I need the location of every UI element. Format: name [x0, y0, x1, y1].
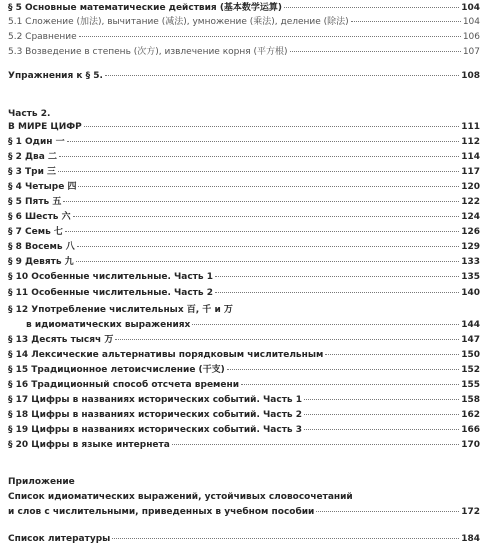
toc-entry: § 8 Восемь 八 129: [8, 242, 480, 252]
page-number: 166: [461, 425, 480, 435]
page-number: 144: [461, 320, 480, 330]
toc-entry: 5.1 Сложение (加法), вычитание (减法), умножение (乘法), деление (除法) 104: [8, 17, 480, 27]
toc-entry: § 10 Особенные числительные. Часть 1 135: [8, 272, 480, 282]
page-number: 117: [461, 167, 480, 177]
toc-entry: § 19 Цифры в названиях исторических событий. Часть 3 166: [8, 425, 480, 435]
page-number: 147: [461, 335, 480, 345]
toc-entry: в идиоматических выражениях 144: [26, 320, 480, 330]
page-number: 126: [461, 227, 480, 237]
page-number: 108: [461, 71, 480, 81]
toc-entry: § 16 Традиционный способ отсчета времени 155: [8, 380, 480, 390]
page-number: 172: [461, 507, 480, 517]
page-number: 162: [461, 410, 480, 420]
toc-entry: § 13 Десять тысяч 万 147: [8, 335, 480, 345]
page-number: 112: [461, 137, 480, 147]
page-number: 104: [462, 17, 480, 27]
toc-entry: § 15 Традиционное летоисчисление (干支) 152: [8, 365, 480, 375]
toc-entry: § 5 Основные математические действия (基本数学运算) 104: [8, 3, 480, 13]
page-number: 152: [461, 365, 480, 375]
page-number: 155: [461, 380, 480, 390]
toc-entry: § 1 Один 一 112: [8, 137, 480, 147]
page-number: 122: [461, 197, 480, 207]
page-number: 106: [462, 32, 480, 42]
page-number: 170: [461, 440, 480, 450]
page-number: 133: [461, 257, 480, 267]
toc-entry: 5.2 Сравнение 106: [8, 32, 480, 42]
page-number: 104: [461, 3, 480, 13]
toc-exercises: Упражнения к § 5. 108: [8, 71, 480, 81]
page-number: 120: [461, 182, 480, 192]
page-number: 111: [461, 122, 480, 132]
toc-entry: В МИРЕ ЦИФР 111: [8, 122, 480, 132]
page-number: 124: [461, 212, 480, 222]
part-label: Часть 2.: [8, 109, 51, 119]
toc-entry: § 17 Цифры в названиях исторических событий. Часть 1 158: [8, 395, 480, 405]
page-number: 114: [461, 152, 480, 162]
toc-entry: § 9 Девять 九 133: [8, 257, 480, 267]
page-number: 140: [461, 288, 480, 298]
page-number: 184: [461, 534, 480, 544]
toc-entry: § 20 Цифры в языке интернета 170: [8, 440, 480, 450]
toc-appendix: и слов с числительными, приведенных в учебном пособии 172: [8, 507, 480, 517]
toc-entry: § 2 Два 二 114: [8, 152, 480, 162]
toc-entry: § 6 Шесть 六 124: [8, 212, 480, 222]
page-number: 107: [462, 47, 480, 57]
toc-entry: § 14 Лексические альтернативы порядковым числительным 150: [8, 350, 480, 360]
toc-entry: § 7 Семь 七 126: [8, 227, 480, 237]
toc-entry: § 5 Пять 五 122: [8, 197, 480, 207]
appendix-label: Приложение: [8, 477, 75, 487]
toc-entry: § 3 Три 三 117: [8, 167, 480, 177]
appendix-line: Список идиоматических выражений, устойчивых словосочетаний: [8, 492, 353, 502]
toc-entry: 5.3 Возведение в степень (次方), извлечение корня (平方根) 107: [8, 47, 480, 57]
toc-entry: § 4 Четыре 四 120: [8, 182, 480, 192]
toc-entry: § 11 Особенные числительные. Часть 2 140: [8, 288, 480, 298]
toc-entry-multiline-first: § 12 Употребление числительных 百, 千 и 万: [8, 305, 233, 315]
page-number: 129: [461, 242, 480, 252]
toc-bibliography: Список литературы 184: [8, 534, 480, 544]
page-number: 158: [461, 395, 480, 405]
page-number: 150: [461, 350, 480, 360]
toc-entry: § 18 Цифры в названиях исторических событий. Часть 2 162: [8, 410, 480, 420]
page-number: 135: [461, 272, 480, 282]
